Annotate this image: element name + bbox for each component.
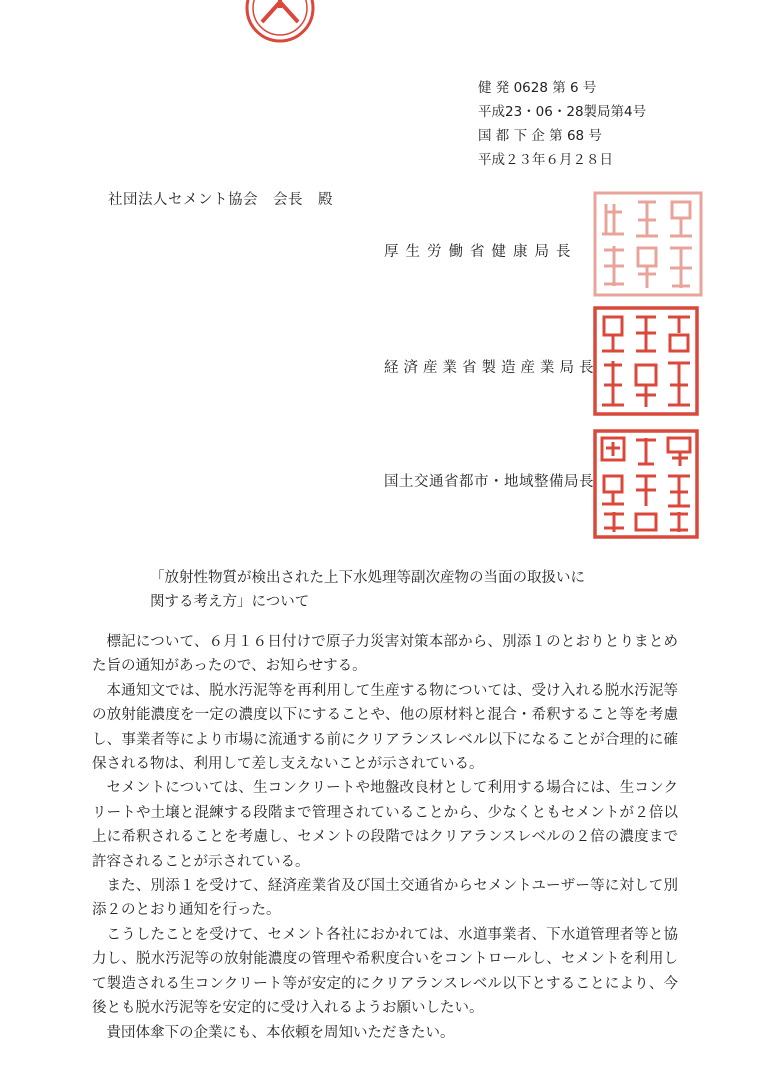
paragraph: セメントについては、生コンクリートや地盤改良材として利用する場合には、生コンクリートや土壌と混練する段階まで管理されていることから、少なくともセメントが２倍以上に希釈されることを考慮し、セメントの段階ではクリアランスレベルの２倍の濃度まで許容されることが示されている。 <box>92 780 678 870</box>
sender-urban-bureau: 国土交通省都市・地域整備局長 <box>384 474 594 490</box>
letter-body <box>92 630 678 1045</box>
paragraph: こうしたことを受けて、セメント各社におかれては、水道事業者、下水道管理者等と協力し、脱水汚泥等の放射能濃度の管理や希釈度合いをコントロールし、セメントを利用して製造される生コンクリート等が安定的にクリアランスレベル以下とすることにより、今後とも脱水汚泥等を安定的に受け入れるようお願いしたい。 <box>92 926 678 1017</box>
sender-manufacturing-bureau: 経済産業省製造産業局長 <box>384 360 599 376</box>
urban-bureau-seal <box>592 428 700 540</box>
subject-heading <box>150 566 585 614</box>
paragraph: 貴団体傘下の企業にも、本依頼を周知いただきたい。 <box>106 1024 455 1041</box>
subject-line-2: 関する考え方」について <box>150 594 310 610</box>
addressee: 社団法人セメント協会 会長 殿 <box>108 192 333 208</box>
manufacturing-bureau-seal <box>592 305 700 417</box>
sender-health-bureau: 厚生労働省健康局長 <box>384 244 578 260</box>
subject-line-1: 「放射性物質が検出された上下水処理等副次産物の当面の取扱いに <box>150 570 585 586</box>
issue-date: 平成２３年６月２８日 <box>478 152 613 168</box>
document-reference-numbers <box>478 76 646 172</box>
paragraph: 本通知文では、脱水汚泥等を再利用して生産する物については、受け入れる脱水汚泥等の放射能濃度を一定の濃度以下にすることや、他の原材料と混合・希釈すること等を考慮し、事業者等により市場に流通する前にクリアランスレベル以下になることが合理的に確保される物は、利用して差し支えないことが示されている。 <box>92 682 678 773</box>
ref-number-land: 国 都 下 企 第 68 号 <box>478 128 602 144</box>
ref-number-economy: 平成23・06・28製局第4号 <box>478 104 647 120</box>
health-bureau-seal <box>592 190 704 298</box>
top-seal-stamp <box>244 0 316 46</box>
paragraph: 標記について、６月１６日付けで原子力災害対策本部から、別添１のとおりとりまとめた旨の通知があったので、お知らせする。 <box>92 634 678 675</box>
paragraph: また、別添１を受けて、経済産業省及び国土交通省からセメントユーザー等に対して別添２のとおり通知を行った。 <box>92 878 678 919</box>
ref-number-health: 健 発 0628 第 6 号 <box>478 80 597 96</box>
